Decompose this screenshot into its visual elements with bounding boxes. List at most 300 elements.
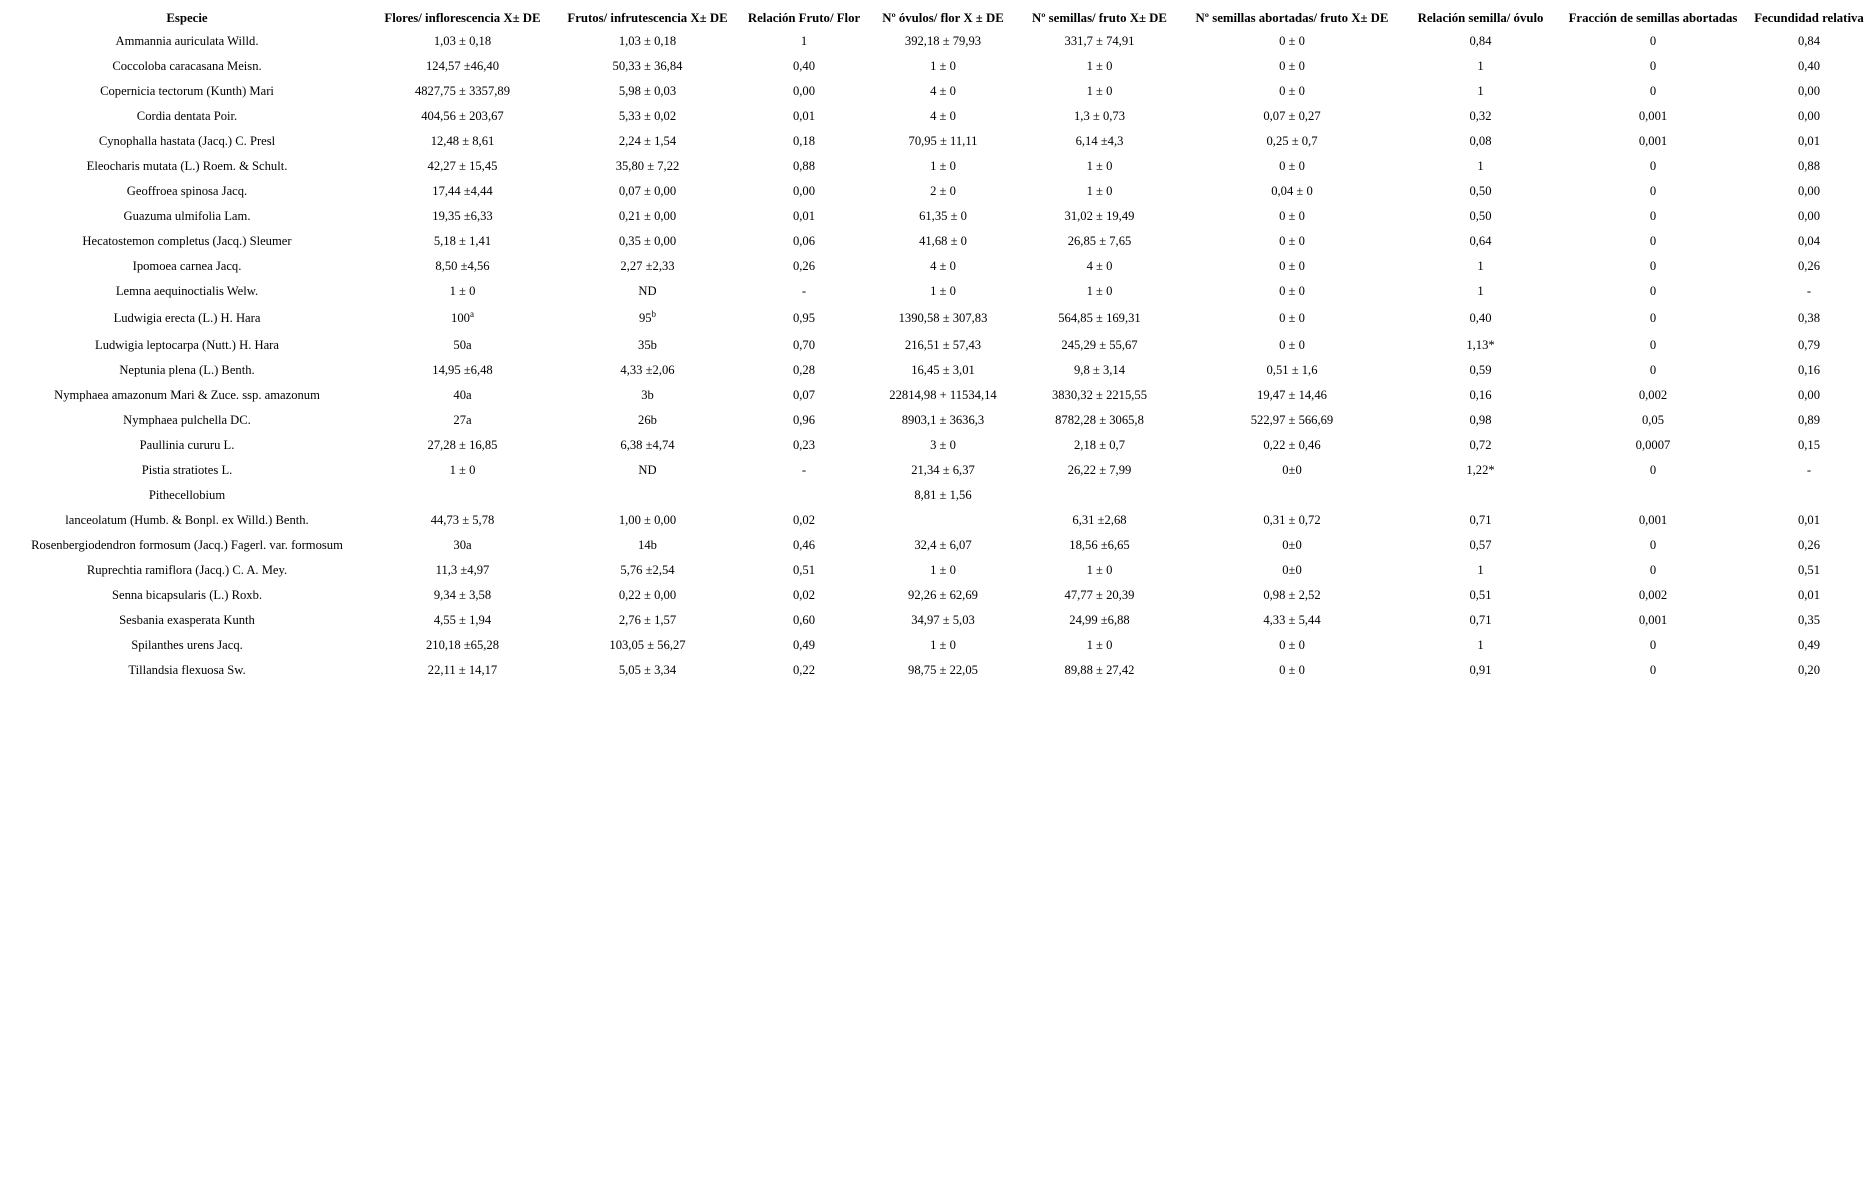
cell-frutos: 2,27 ±2,33 — [620, 259, 675, 273]
cell-fraccion-abortadas: 0 — [1649, 234, 1657, 248]
cell-relacion-fruto-flor: 0,18 — [792, 134, 816, 148]
cell-semillas: 8782,28 ± 3065,8 — [1055, 413, 1144, 427]
cell-semillas-abortadas: 522,97 ± 566,69 — [1250, 413, 1334, 427]
cell-semillas-abortadas: 4,33 ± 5,44 — [1263, 613, 1321, 627]
cell-flores: 14,95 ±6,48 — [432, 363, 493, 377]
cell-fraccion-abortadas: 0,001 — [1638, 513, 1668, 527]
cell-relacion-fruto-flor: 0,01 — [792, 209, 816, 223]
cell-relacion-fruto-flor: 0,07 — [792, 388, 816, 402]
table-row — [4, 333, 1870, 358]
table-row — [4, 54, 1870, 79]
cell-ovulos: 1 ± 0 — [930, 284, 956, 298]
cell-ovulos: 92,26 ± 62,69 — [908, 588, 978, 602]
cell-relacion-semilla-ovulo: 0,50 — [1469, 184, 1492, 198]
cell-flores: 27a — [453, 413, 472, 427]
table-row — [4, 358, 1870, 383]
cell-fraccion-abortadas: 0 — [1649, 338, 1657, 352]
cell-relacion-semilla-ovulo: 0,72 — [1469, 438, 1492, 452]
cell-semillas: 1 ± 0 — [1086, 184, 1113, 198]
cell-flores: 124,57 ±46,40 — [425, 59, 500, 73]
cell-ovulos: 1 ± 0 — [930, 638, 956, 652]
table-row — [4, 408, 1870, 433]
table-row — [4, 304, 1870, 333]
cell-relacion-fruto-flor: 0,51 — [792, 563, 816, 577]
cell-frutos: 35,80 ± 7,22 — [615, 159, 680, 173]
table-row — [4, 204, 1870, 229]
cell-ovulos: 34,97 ± 5,03 — [911, 613, 975, 627]
cell-especie: Nymphaea pulchella DC. — [123, 413, 251, 427]
cell-especie: Cordia dentata Poir. — [136, 109, 238, 123]
cell-flores: 27,28 ± 16,85 — [427, 438, 498, 452]
cell-fraccion-abortadas: 0 — [1649, 538, 1657, 552]
species-fecundity-table — [4, 8, 1870, 683]
cell-flores: 1,03 ± 0,18 — [433, 34, 492, 48]
cell-semillas-abortadas: 0,07 ± 0,27 — [1263, 109, 1321, 123]
cell-frutos: 4,33 ±2,06 — [620, 363, 675, 377]
cell-fecundidad-relativa: 0,01 — [1797, 588, 1821, 602]
cell-fecundidad-relativa: 0,04 — [1797, 234, 1821, 248]
cell-semillas: 89,88 ± 27,42 — [1064, 663, 1135, 677]
cell-relacion-semilla-ovulo — [1403, 483, 1558, 508]
cell-especie: lanceolatum (Humb. & Bonpl. ex Willd.) Benth. — [65, 513, 309, 527]
cell-relacion-fruto-flor: 0,22 — [792, 663, 816, 677]
cell-ovulos: 1390,58 ± 307,83 — [898, 311, 988, 325]
cell-frutos: 5,33 ± 0,02 — [618, 109, 677, 123]
cell-semillas-abortadas: 0 ± 0 — [1279, 59, 1305, 73]
cell-flores: 44,73 ± 5,78 — [430, 513, 495, 527]
cell-fraccion-abortadas: 0 — [1649, 284, 1657, 298]
cell-semillas-abortadas — [1181, 483, 1403, 508]
cell-fraccion-abortadas: 0 — [1649, 34, 1657, 48]
cell-semillas: 18,56 ±6,65 — [1069, 538, 1130, 552]
header-ovulos: Nº óvulos/ flor X ± DE — [882, 11, 1004, 25]
cell-semillas-abortadas: 0,04 ± 0 — [1271, 184, 1313, 198]
header-row — [4, 8, 1870, 29]
table-row — [4, 608, 1870, 633]
cell-flores: 19,35 ±6,33 — [432, 209, 493, 223]
cell-especie: Tillandsia flexuosa Sw. — [128, 663, 246, 677]
cell-ovulos: 16,45 ± 3,01 — [911, 363, 975, 377]
cell-ovulos: 3 ± 0 — [930, 438, 956, 452]
cell-fraccion-abortadas: 0 — [1649, 311, 1657, 325]
cell-frutos: 5,05 ± 3,34 — [618, 663, 677, 677]
cell-especie: Geoffroea spinosa Jacq. — [126, 184, 248, 198]
cell-semillas-abortadas: 0,25 ± 0,7 — [1266, 134, 1318, 148]
cell-fraccion-abortadas: 0 — [1649, 184, 1657, 198]
cell-flores: 50a — [453, 338, 472, 352]
cell-especie: Pithecellobium — [148, 488, 226, 502]
cell-relacion-fruto-flor: - — [801, 284, 807, 298]
cell-flores: 1 ± 0 — [449, 463, 476, 477]
cell-relacion-fruto-flor: 0,60 — [792, 613, 816, 627]
cell-fraccion-abortadas: 0 — [1649, 84, 1657, 98]
cell-fraccion-abortadas: 0,001 — [1638, 613, 1668, 627]
cell-relacion-semilla-ovulo: 0,50 — [1469, 209, 1492, 223]
cell-flores: 1 ± 0 — [449, 284, 476, 298]
cell-especie: Pistia stratiotes L. — [141, 463, 233, 477]
cell-semillas-abortadas: 0,31 ± 0,72 — [1263, 513, 1321, 527]
cell-relacion-fruto-flor: 0,40 — [792, 59, 816, 73]
table-row — [4, 483, 1870, 508]
cell-semillas-abortadas: 0 ± 0 — [1279, 311, 1305, 325]
header-fraccion-abortadas: Fracción de semillas abortadas — [1568, 11, 1738, 25]
cell-semillas: 3830,32 ± 2215,55 — [1051, 388, 1148, 402]
header-flores: Flores/ inflorescencia X± DE — [384, 11, 541, 25]
cell-especie: Nymphaea amazonum Mari & Zuce. ssp. amazonum — [54, 388, 320, 402]
cell-relacion-semilla-ovulo: 1 — [1477, 259, 1484, 273]
cell-fraccion-abortadas: 0 — [1649, 663, 1657, 677]
cell-frutos: 1,03 ± 0,18 — [618, 34, 677, 48]
cell-relacion-fruto-flor: 0,26 — [792, 259, 816, 273]
cell-relacion-fruto-flor: 1 — [800, 34, 808, 48]
header-semillas: Nº semillas/ fruto X± DE — [1032, 11, 1167, 25]
cell-fecundidad-relativa: 0,49 — [1797, 638, 1821, 652]
header-semillas-abortadas: Nº semillas abortadas/ fruto X± DE — [1195, 11, 1389, 25]
cell-relacion-semilla-ovulo: 0,40 — [1469, 311, 1492, 325]
cell-ovulos: 41,68 ± 0 — [919, 234, 967, 248]
cell-fecundidad-relativa: - — [1806, 284, 1812, 298]
cell-ovulos: 4 ± 0 — [930, 84, 956, 98]
cell-especie: Ruprechtia ramiflora (Jacq.) C. A. Mey. — [86, 563, 288, 577]
cell-semillas-abortadas: 0±0 — [1282, 463, 1302, 477]
table-row — [4, 433, 1870, 458]
header-frutos: Frutos/ infrutescencia X± DE — [567, 11, 728, 25]
cell-semillas: 6,31 ±2,68 — [1072, 513, 1127, 527]
cell-semillas-abortadas: 0±0 — [1282, 563, 1302, 577]
cell-ovulos: 392,18 ± 79,93 — [904, 34, 982, 48]
cell-flores: 404,56 ± 203,67 — [421, 109, 504, 123]
cell-fecundidad-relativa: 0,26 — [1797, 259, 1821, 273]
cell-semillas: 31,02 ± 19,49 — [1064, 209, 1135, 223]
cell-relacion-fruto-flor — [740, 483, 868, 508]
cell-relacion-fruto-flor: 0,49 — [792, 638, 816, 652]
cell-relacion-semilla-ovulo: 1 — [1477, 84, 1484, 98]
header-relacion-semilla-ovulo: Relación semilla/ óvulo — [1417, 11, 1544, 25]
table-row — [4, 154, 1870, 179]
cell-frutos: ND — [638, 284, 657, 298]
cell-fecundidad-relativa: 0,88 — [1797, 159, 1821, 173]
cell-fecundidad-relativa: 0,00 — [1797, 84, 1821, 98]
cell-especie: Coccoloba caracasana Meisn. — [112, 59, 262, 73]
cell-frutos: ND — [638, 463, 657, 477]
cell-flores: 12,48 ± 8,61 — [430, 134, 495, 148]
cell-semillas-abortadas: 0 ± 0 — [1279, 338, 1305, 352]
cell-semillas: 331,7 ± 74,91 — [1064, 34, 1135, 48]
cell-frutos: 0,35 ± 0,00 — [618, 234, 677, 248]
cell-ovulos: 1 ± 0 — [930, 563, 956, 577]
header-relacion-fruto-flor: Relación Fruto/ Flor — [747, 11, 861, 25]
cell-relacion-fruto-flor: 0,00 — [792, 84, 816, 98]
superscript-a: a — [469, 308, 474, 319]
cell-frutos: 2,24 ± 1,54 — [618, 134, 677, 148]
cell-relacion-semilla-ovulo: 0,71 — [1469, 613, 1492, 627]
table-row — [4, 383, 1870, 408]
cell-relacion-fruto-flor: 0,96 — [792, 413, 816, 427]
cell-ovulos: 21,34 ± 6,37 — [911, 463, 975, 477]
cell-frutos: 26b — [638, 413, 657, 427]
table-row — [4, 633, 1870, 658]
cell-fraccion-abortadas: 0 — [1649, 209, 1657, 223]
cell-fecundidad-relativa: 0,89 — [1797, 413, 1821, 427]
cell-relacion-semilla-ovulo: 0,16 — [1469, 388, 1492, 402]
table-body — [4, 29, 1870, 683]
cell-semillas-abortadas: 0 ± 0 — [1279, 84, 1305, 98]
cell-flores: 8,50 ±4,56 — [435, 259, 490, 273]
cell-fecundidad-relativa — [1748, 483, 1870, 508]
cell-frutos: 35b — [638, 338, 657, 352]
cell-relacion-semilla-ovulo: 0,32 — [1469, 109, 1492, 123]
cell-fecundidad-relativa: 0,35 — [1797, 613, 1821, 627]
cell-flores: 42,27 ± 15,45 — [427, 159, 498, 173]
cell-frutos: 6,38 ±4,74 — [620, 438, 675, 452]
superscript-b: b — [651, 308, 657, 319]
cell-fraccion-abortadas: 0 — [1649, 159, 1657, 173]
cell-ovulos: 61,35 ± 0 — [919, 209, 967, 223]
table-row — [4, 508, 1870, 533]
cell-semillas: 1,3 ± 0,73 — [1074, 109, 1125, 123]
cell-fraccion-abortadas: 0,001 — [1638, 134, 1668, 148]
table-row — [4, 658, 1870, 683]
cell-frutos: 2,76 ± 1,57 — [618, 613, 677, 627]
cell-flores: 11,3 ±4,97 — [435, 563, 490, 577]
cell-flores: 17,44 ±4,44 — [432, 184, 493, 198]
table-row — [4, 29, 1870, 54]
cell-flores: 210,18 ±65,28 — [425, 638, 500, 652]
cell-relacion-fruto-flor: 0,00 — [792, 184, 816, 198]
cell-especie: Guazuma ulmifolia Lam. — [123, 209, 251, 223]
cell-fraccion-abortadas: 0,002 — [1638, 388, 1668, 402]
cell-especie: Lemna aequinoctialis Welw. — [115, 284, 259, 298]
cell-fecundidad-relativa: 0,01 — [1797, 513, 1821, 527]
cell-semillas-abortadas: 0 ± 0 — [1279, 234, 1305, 248]
table-row — [4, 104, 1870, 129]
cell-semillas: 245,29 ± 55,67 — [1061, 338, 1138, 352]
cell-fecundidad-relativa: 0,20 — [1797, 663, 1821, 677]
cell-fecundidad-relativa: 0,00 — [1797, 209, 1821, 223]
cell-semillas-abortadas: 0 ± 0 — [1279, 259, 1305, 273]
header-especie: Especie — [166, 11, 208, 25]
table-row — [4, 583, 1870, 608]
cell-relacion-fruto-flor: 0,02 — [792, 513, 816, 527]
cell-semillas: 4 ± 0 — [1086, 259, 1113, 273]
cell-relacion-fruto-flor: 0,02 — [792, 588, 816, 602]
cell-ovulos: 32,4 ± 6,07 — [914, 538, 972, 552]
cell-especie: Neptunia plena (L.) Benth. — [119, 363, 255, 377]
cell-flores: 4827,75 ± 3357,89 — [414, 84, 511, 98]
table-row — [4, 254, 1870, 279]
cell-fecundidad-relativa: - — [1806, 463, 1812, 477]
cell-relacion-fruto-flor: - — [801, 463, 807, 477]
cell-relacion-semilla-ovulo: 1 — [1477, 284, 1484, 298]
cell-relacion-semilla-ovulo: 0,84 — [1469, 34, 1492, 48]
cell-relacion-fruto-flor: 0,46 — [792, 538, 816, 552]
cell-relacion-semilla-ovulo: 0,57 — [1469, 538, 1492, 552]
cell-relacion-semilla-ovulo: 1 — [1477, 59, 1484, 73]
cell-fecundidad-relativa: 0,26 — [1797, 538, 1821, 552]
cell-fecundidad-relativa: 0,01 — [1797, 134, 1821, 148]
cell-especie: Eleocharis mutata (L.) Roem. & Schult. — [86, 159, 288, 173]
cell-relacion-semilla-ovulo: 1 — [1477, 159, 1484, 173]
cell-semillas-abortadas: 19,47 ± 14,46 — [1257, 388, 1327, 402]
cell-flores: 30a — [453, 538, 472, 552]
cell-relacion-semilla-ovulo: 0,08 — [1469, 134, 1492, 148]
cell-especie: Ipomoea carnea Jacq. — [132, 259, 242, 273]
cell-relacion-fruto-flor: 0,70 — [792, 338, 816, 352]
cell-frutos: 14b — [638, 538, 657, 552]
table-row — [4, 279, 1870, 304]
cell-relacion-fruto-flor: 0,01 — [792, 109, 816, 123]
cell-frutos: 0,07 ± 0,00 — [618, 184, 677, 198]
cell-semillas: 1 ± 0 — [1086, 638, 1113, 652]
cell-flores: 9,34 ± 3,58 — [433, 588, 492, 602]
cell-semillas: 1 ± 0 — [1086, 59, 1113, 73]
cell-relacion-semilla-ovulo: 0,51 — [1469, 588, 1492, 602]
cell-frutos: 50,33 ± 36,84 — [612, 59, 683, 73]
cell-frutos: 0,22 ± 0,00 — [618, 588, 677, 602]
cell-relacion-semilla-ovulo: 1,22* — [1466, 463, 1495, 477]
cell-especie: Cynophalla hastata (Jacq.) C. Presl — [98, 134, 276, 148]
cell-fecundidad-relativa: 0,51 — [1797, 563, 1821, 577]
cell-semillas: 26,85 ± 7,65 — [1067, 234, 1132, 248]
cell-ovulos: 8903,1 ± 3636,3 — [901, 413, 985, 427]
cell-relacion-fruto-flor: 0,95 — [792, 311, 816, 325]
cell-especie: Rosenbergiodendron formosum (Jacq.) Fagerl. var. formosum — [31, 538, 343, 552]
cell-fecundidad-relativa: 0,84 — [1797, 34, 1821, 48]
cell-fraccion-abortadas: 0 — [1649, 563, 1657, 577]
cell-semillas-abortadas: 0 ± 0 — [1279, 284, 1305, 298]
cell-especie: Sesbania exasperata Kunth — [119, 613, 255, 627]
cell-ovulos — [868, 508, 1018, 533]
cell-ovulos: 4 ± 0 — [930, 259, 956, 273]
cell-ovulos: 1 ± 0 — [930, 159, 956, 173]
cell-frutos — [555, 483, 740, 508]
cell-relacion-semilla-ovulo: 0,98 — [1469, 413, 1492, 427]
cell-semillas-abortadas: 0,51 ± 1,6 — [1266, 363, 1318, 377]
cell-especie: Paullinia cururu L. — [139, 438, 235, 452]
cell-ovulos: 1 ± 0 — [930, 59, 956, 73]
cell-frutos: 3b — [641, 388, 654, 402]
table-row — [4, 229, 1870, 254]
cell-semillas-abortadas: 0 ± 0 — [1279, 638, 1305, 652]
cell-especie: Copernicia tectorum (Kunth) Mari — [100, 84, 274, 98]
cell-ovulos: 216,51 ± 57,43 — [904, 338, 982, 352]
cell-semillas: 1 ± 0 — [1086, 159, 1113, 173]
cell-semillas-abortadas: 0±0 — [1282, 538, 1302, 552]
cell-semillas-abortadas: 0,98 ± 2,52 — [1263, 588, 1321, 602]
cell-especie: Spilanthes urens Jacq. — [131, 638, 243, 652]
cell-fraccion-abortadas: 0 — [1649, 363, 1657, 377]
cell-semillas: 2,18 ± 0,7 — [1074, 438, 1125, 452]
cell-especie: Ammannia auriculata Willd. — [115, 34, 259, 48]
cell-relacion-semilla-ovulo: 0,64 — [1469, 234, 1492, 248]
cell-frutos: 5,76 ±2,54 — [620, 563, 675, 577]
cell-fraccion-abortadas: 0,05 — [1641, 413, 1665, 427]
cell-ovulos: 2 ± 0 — [930, 184, 956, 198]
cell-especie: Ludwigia erecta (L.) H. Hara — [113, 311, 261, 325]
cell-especie: Ludwigia leptocarpa (Nutt.) H. Hara — [95, 338, 279, 352]
cell-relacion-fruto-flor: 0,06 — [792, 234, 816, 248]
cell-frutos: 0,21 ± 0,00 — [618, 209, 677, 223]
table-row — [4, 458, 1870, 483]
cell-flores: 100$^a$ — [451, 308, 474, 325]
cell-flores — [370, 483, 555, 508]
table-row — [4, 533, 1870, 558]
cell-frutos: 5,98 ± 0,03 — [618, 84, 677, 98]
cell-flores: 22,11 ± 14,17 — [427, 663, 498, 677]
cell-fecundidad-relativa: 0,79 — [1797, 338, 1821, 352]
cell-relacion-semilla-ovulo: 0,59 — [1469, 363, 1492, 377]
cell-fraccion-abortadas: 0 — [1649, 59, 1657, 73]
cell-fraccion-abortadas: 0,002 — [1638, 588, 1668, 602]
cell-relacion-semilla-ovulo: 0,71 — [1469, 513, 1492, 527]
cell-fecundidad-relativa: 0,15 — [1797, 438, 1821, 452]
cell-especie: Senna bicapsularis (L.) Roxb. — [111, 588, 263, 602]
cell-relacion-fruto-flor: 0,28 — [792, 363, 816, 377]
cell-semillas: 26,22 ± 7,99 — [1067, 463, 1132, 477]
cell-relacion-semilla-ovulo: 1,13* — [1466, 338, 1495, 352]
cell-semillas-abortadas: 0 ± 0 — [1279, 34, 1305, 48]
cell-fecundidad-relativa: 0,00 — [1797, 109, 1821, 123]
cell-semillas: 564,85 ± 169,31 — [1058, 311, 1141, 325]
table-row — [4, 79, 1870, 104]
cell-semillas: 1 ± 0 — [1086, 84, 1113, 98]
cell-fecundidad-relativa: 0,38 — [1797, 311, 1821, 325]
cell-fecundidad-relativa: 0,40 — [1797, 59, 1821, 73]
cell-fecundidad-relativa: 0,00 — [1797, 184, 1821, 198]
cell-fraccion-abortadas: 0 — [1649, 638, 1657, 652]
table-row — [4, 179, 1870, 204]
cell-frutos: 1,00 ± 0,00 — [618, 513, 677, 527]
cell-ovulos: 4 ± 0 — [930, 109, 956, 123]
cell-relacion-semilla-ovulo: 1 — [1477, 638, 1484, 652]
cell-semillas-abortadas: 0 ± 0 — [1279, 663, 1305, 677]
cell-semillas: 47,77 ± 20,39 — [1064, 588, 1135, 602]
cell-fraccion-abortadas: 0 — [1649, 259, 1657, 273]
cell-ovulos: 70,95 ± 11,11 — [908, 134, 978, 148]
cell-ovulos: 22814,98 + 11534,14 — [889, 388, 997, 402]
data-table-container — [4, 8, 1870, 683]
cell-semillas-abortadas: 0 ± 0 — [1279, 209, 1305, 223]
table-row — [4, 558, 1870, 583]
cell-semillas-abortadas: 0 ± 0 — [1279, 159, 1305, 173]
cell-frutos: 103,05 ± 56,27 — [609, 638, 686, 652]
cell-relacion-fruto-flor: 0,23 — [792, 438, 816, 452]
cell-semillas: 24,99 ±6,88 — [1069, 613, 1130, 627]
cell-relacion-semilla-ovulo: 1 — [1477, 563, 1484, 577]
cell-flores: 5,18 ± 1,41 — [433, 234, 492, 248]
cell-fraccion-abortadas: 0 — [1649, 463, 1657, 477]
cell-relacion-fruto-flor: 0,88 — [792, 159, 816, 173]
cell-semillas: 6,14 ±4,3 — [1075, 134, 1124, 148]
cell-flores: 40a — [453, 388, 472, 402]
table-row — [4, 129, 1870, 154]
cell-ovulos: 98,75 ± 22,05 — [908, 663, 978, 677]
cell-fecundidad-relativa: 0,16 — [1797, 363, 1821, 377]
cell-fraccion-abortadas: 0,001 — [1638, 109, 1668, 123]
cell-ovulos: 8,81 ± 1,56 — [914, 488, 972, 502]
cell-fraccion-abortadas: 0,0007 — [1635, 438, 1671, 452]
cell-fecundidad-relativa: 0,00 — [1797, 388, 1821, 402]
cell-flores: 4,55 ± 1,94 — [433, 613, 492, 627]
cell-semillas: 9,8 ± 3,14 — [1074, 363, 1125, 377]
cell-especie: Hecatostemon completus (Jacq.) Sleumer — [82, 234, 292, 248]
cell-frutos: 95$^b$ — [638, 308, 657, 325]
cell-semillas: 1 ± 0 — [1086, 563, 1113, 577]
cell-relacion-semilla-ovulo: 0,91 — [1469, 663, 1492, 677]
header-fecundidad-relativa: Fecundidad relativa — [1754, 11, 1864, 25]
cell-semillas-abortadas: 0,22 ± 0,46 — [1263, 438, 1321, 452]
cell-semillas — [1018, 483, 1181, 508]
